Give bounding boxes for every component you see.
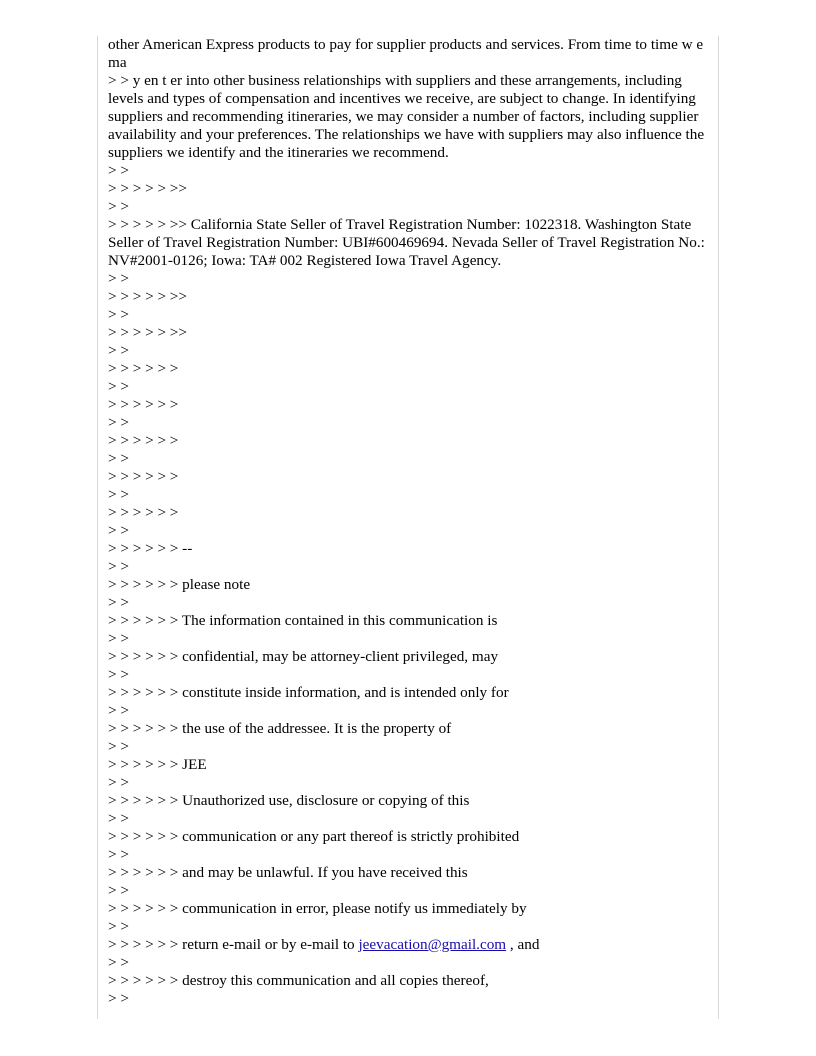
disclaimer-contact-line xyxy=(108,936,710,954)
quote-marker-line: > > xyxy=(108,594,129,611)
quote-marker-line: > > xyxy=(108,630,129,647)
quote-marker-line: > > xyxy=(108,414,129,431)
quote-marker-line: > > > > > > xyxy=(108,504,179,521)
quote-marker-line: > > xyxy=(108,558,129,575)
disclaimer-line: > > > > > > JEE xyxy=(108,756,207,773)
quote-marker-line: > > xyxy=(108,162,129,179)
quote-marker-line: > > > > > > xyxy=(108,360,179,377)
signature-separator-line: > > > > > > -- xyxy=(108,540,193,557)
quote-marker-line: > > > > > >> xyxy=(108,180,187,197)
contact-email-link[interactable]: jeevacation@gmail.com xyxy=(358,936,507,953)
quote-marker-line: > > xyxy=(108,882,129,899)
quote-marker-line: > > xyxy=(108,810,129,827)
disclaimer-line: > > > > > > communication in error, please notify us immediately by xyxy=(108,900,527,917)
disclaimer-note-line: > > > > > > please note xyxy=(108,576,251,593)
disclaimer-contact-suffix: , and xyxy=(506,936,540,953)
quote-marker-line: > > xyxy=(108,270,129,287)
opening-paragraph: other American Express products to pay for supplier products and services. From time to time w e ma xyxy=(108,36,704,71)
quote-marker-line: > > xyxy=(108,306,129,323)
disclaimer-line: > > > > > > destroy this communication and all copies thereof, xyxy=(108,972,489,989)
quote-marker-line: > > > > > >> xyxy=(108,288,187,305)
quote-marker-line: > > xyxy=(108,702,129,719)
email-body-page xyxy=(97,36,719,1019)
quote-marker-line: > > xyxy=(108,774,129,791)
disclaimer-line: > > > > > > communication or any part thereof is strictly prohibited xyxy=(108,828,520,845)
quote-marker-line: > > xyxy=(108,846,129,863)
quote-marker-line: > > xyxy=(108,954,129,971)
disclaimer-line: > > > > > > and may be unlawful. If you have received this xyxy=(108,864,468,881)
quote-marker-line: > > xyxy=(108,198,129,215)
disclaimer-contact-prefix: > > > > > > return e-mail or by e-mail to xyxy=(108,936,359,953)
email-body xyxy=(108,36,710,1008)
quote-marker-line: > > xyxy=(108,918,129,935)
quote-marker-line: > > > > > > xyxy=(108,468,179,485)
quote-marker-line: > > xyxy=(108,486,129,503)
supplier-relationships-paragraph: > > y en t er into other business relationships with suppliers and these arrangements, including levels and types of compensation and incentives we receive, are subject to change. In identifying suppliers and recommending itineraries, we may consider a number of factors, including supplier availability and your preferences. The relationships we have with suppliers may also influence the suppliers we identify and the itineraries we recommend. xyxy=(108,72,705,161)
quote-marker-line: > > > > > >> xyxy=(108,324,187,341)
quote-marker-line: > > xyxy=(108,522,129,539)
quote-marker-line: > > > > > > xyxy=(108,432,179,449)
disclaimer-line: > > > > > > Unauthorized use, disclosure or copying of this xyxy=(108,792,470,809)
quote-marker-line: > > > > > > xyxy=(108,396,179,413)
quote-marker-line: > > xyxy=(108,450,129,467)
quote-marker-line: > > xyxy=(108,990,129,1007)
quote-marker-line: > > xyxy=(108,342,129,359)
quote-marker-line: > > xyxy=(108,666,129,683)
seller-registration-paragraph: > > > > > >> California State Seller of Travel Registration Number: 1022318. Washington State Seller of Travel Registration Number: UBI#600469694. Nevada Seller of Travel Registration No.: NV#2001-0126; Iowa: TA# 002 Registered Iowa Travel Agency. xyxy=(108,216,705,269)
quote-marker-line: > > xyxy=(108,738,129,755)
disclaimer-line: > > > > > > confidential, may be attorney-client privileged, may xyxy=(108,648,499,665)
disclaimer-line: > > > > > > The information contained in this communication is xyxy=(108,612,498,629)
quote-marker-line: > > xyxy=(108,378,129,395)
disclaimer-line: > > > > > > constitute inside information, and is intended only for xyxy=(108,684,509,701)
disclaimer-line: > > > > > > the use of the addressee. It is the property of xyxy=(108,720,452,737)
